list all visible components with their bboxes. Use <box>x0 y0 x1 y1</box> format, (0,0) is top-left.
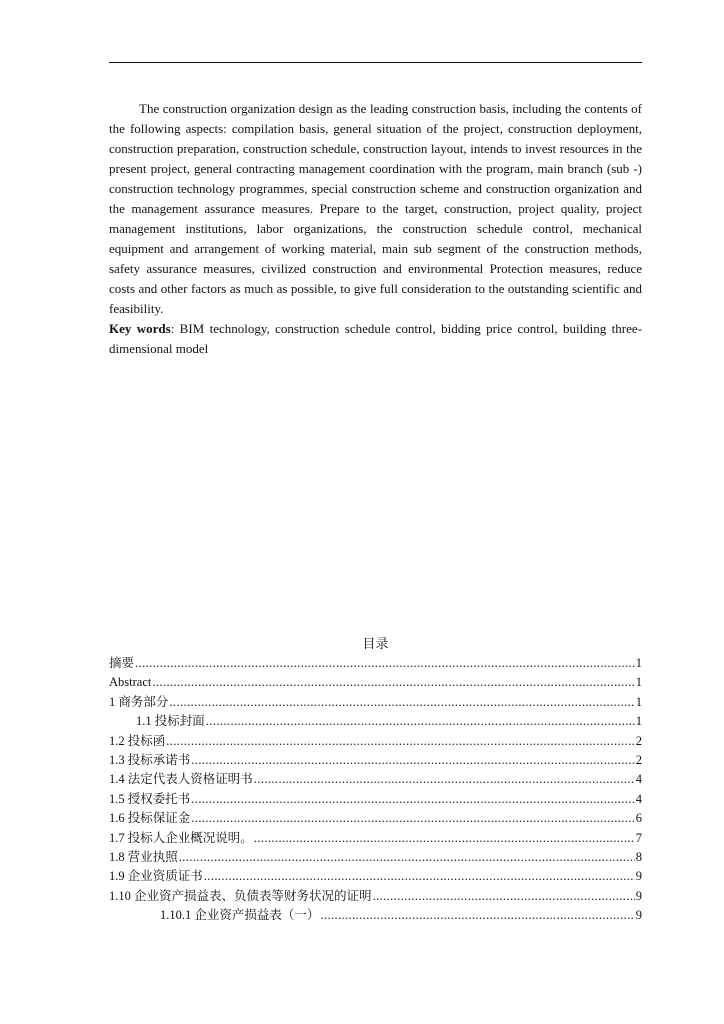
toc-entry-page: 4 <box>635 791 642 806</box>
toc-dot-leader <box>320 906 634 925</box>
toc-entry-1-10[interactable] <box>109 887 642 906</box>
abstract-section <box>109 99 642 359</box>
toc-entry-abstract-cn[interactable] <box>109 654 642 673</box>
toc-dot-leader <box>254 829 635 848</box>
toc-title: 目录 <box>362 636 389 651</box>
toc-entry-label: 1.10 企业资产损益表、负债表等财务状况的证明 <box>109 888 372 903</box>
keywords-line <box>109 319 642 359</box>
header-rule <box>109 62 642 63</box>
toc-entry-label: Abstract <box>109 675 152 690</box>
toc-entry-label: 1.7 投标人企业概况说明。 <box>109 830 253 845</box>
toc-entry-label: 摘要 <box>109 656 135 670</box>
toc-entry-label: 1 商务部分 <box>109 694 169 709</box>
toc-entry-page: 6 <box>635 811 642 826</box>
toc-dot-leader <box>179 848 635 867</box>
toc-dot-leader <box>191 751 634 770</box>
toc-entry-label: 1.6 投标保证金 <box>109 811 191 826</box>
toc-entry-label: 1.3 投标承诺书 <box>109 752 191 767</box>
toc-entry-page: 2 <box>635 752 642 767</box>
toc-entry-abstract-en[interactable] <box>109 673 642 692</box>
toc-entry-label: 1.10.1 企业资产损益表（一） <box>160 908 320 923</box>
toc-entry-1-3[interactable] <box>109 751 642 770</box>
toc-entry-1-8[interactable] <box>109 848 642 867</box>
toc-entry-page: 2 <box>635 733 642 748</box>
toc-entry-1-5[interactable] <box>109 790 642 809</box>
toc-dot-leader <box>206 712 635 731</box>
toc-entry-label: 1.1 投标封面 <box>136 714 205 729</box>
toc-dot-leader <box>135 654 635 673</box>
toc-entry-label: 1.2 投标函 <box>109 733 166 748</box>
toc-entry-page: 9 <box>635 908 642 923</box>
toc-entry-1-1[interactable] <box>109 712 642 731</box>
toc-dot-leader <box>373 887 635 906</box>
toc-dot-leader <box>152 673 634 692</box>
toc-dot-leader <box>166 732 634 751</box>
toc-dot-leader <box>191 790 634 809</box>
toc-entry-page: 1 <box>635 694 642 709</box>
toc-entry-page: 9 <box>635 888 642 903</box>
toc-entry-page: 4 <box>635 772 642 787</box>
toc-entry-label: 1.5 授权委托书 <box>109 791 191 806</box>
table-of-contents <box>109 654 642 925</box>
toc-entry-page: 1 <box>635 675 642 690</box>
toc-entry-1-7[interactable] <box>109 829 642 848</box>
abstract-paragraph: The construction organization design as the leading construction basis, including the contents of the following aspects: compilation basis, general situation of the project, construction deployment, construction preparation, construction schedule, construction layout, intends to invest resources in the present project, general contracting management coordination with the program, main branch (sub -) construction technology programmes, special construction scheme and construction organization and the management assurance measures. Prepare to the target, construction, project quality, project management institutions, labor organizations, the construction schedule control, mechanical equipment and arrangement of working material, main sub segment of the construction methods, safety assurance measures, civilized construction and environmental Protection measures, reduce costs and other factors as much as possible, to give full consideration to the outstanding scientific and feasibility. <box>109 101 642 316</box>
toc-entry-1-2[interactable] <box>109 732 642 751</box>
toc-entry-1-9[interactable] <box>109 867 642 886</box>
toc-dot-leader <box>191 809 634 828</box>
toc-entry-page: 7 <box>635 830 642 845</box>
toc-entry-1-6[interactable] <box>109 809 642 828</box>
keywords-label: Key words <box>109 321 171 336</box>
toc-entry-page: 1 <box>635 714 642 729</box>
toc-entry-page: 8 <box>635 849 642 864</box>
toc-dot-leader <box>204 867 635 886</box>
toc-dot-leader <box>254 770 635 789</box>
toc-entry-page: 1 <box>635 656 642 670</box>
toc-entry-1-10-1[interactable] <box>109 906 642 925</box>
toc-entry-1[interactable] <box>109 693 642 712</box>
toc-entry-label: 1.8 营业执照 <box>109 849 178 864</box>
keywords-text: : BIM technology, construction schedule control, bidding price control, building three-dimensional model <box>109 321 642 356</box>
toc-entry-label: 1.9 企业资质证书 <box>109 869 203 884</box>
toc-entry-label: 1.4 法定代表人资格证明书 <box>109 772 253 787</box>
toc-dot-leader <box>169 693 634 712</box>
toc-entry-page: 9 <box>635 869 642 884</box>
toc-entry-1-4[interactable] <box>109 770 642 789</box>
